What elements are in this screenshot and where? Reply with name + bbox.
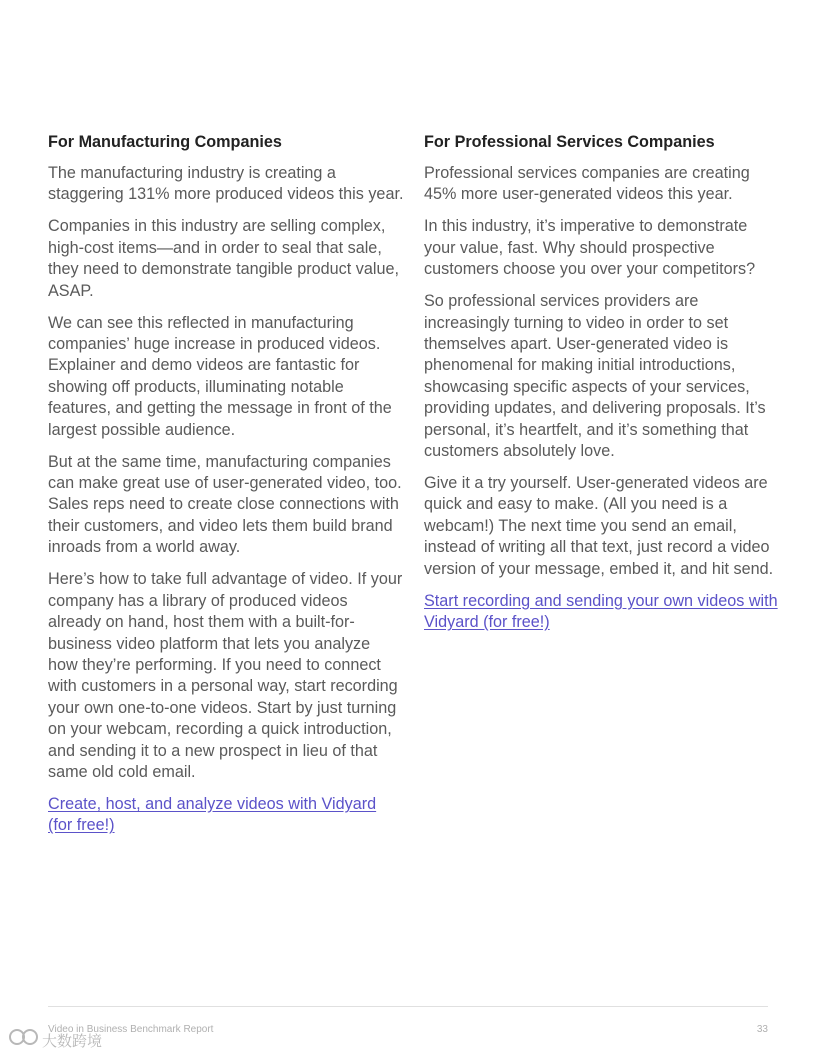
professional-services-heading: For Professional Services Companies bbox=[424, 133, 715, 151]
manufacturing-paragraph: The manufacturing industry is creating a staggering 131% more produced videos this year. bbox=[48, 164, 404, 204]
footer-divider bbox=[48, 1006, 768, 1007]
watermark-text: 大数跨境 bbox=[42, 1033, 103, 1050]
professional-services-paragraph: Give it a try yourself. User-generated videos are quick and easy to make. (All you need is a webcam!) The next time you send an email, instead of writing all that text, just record a video version of your message, embed it, and hit send. bbox=[424, 474, 774, 578]
footer-page-number: 33 bbox=[756, 1024, 768, 1035]
manufacturing-heading: For Manufacturing Companies bbox=[48, 133, 282, 151]
manufacturing-paragraph: Companies in this industry are selling complex, high-cost items—and in order to seal that sale, they need to demonstrate tangible product value, ASAP. bbox=[48, 217, 399, 300]
professional-services-paragraph: So professional services providers are increasingly turning to video in order to set themselves apart. User-generated video is phenomenal for making initial introductions, showcasing specific aspects of your services, providing updates, and delivering proposals. It’s personal, it’s heartfelt, and it’s something that customers absolutely love. bbox=[424, 292, 766, 461]
footer-report-title: Video in Business Benchmark Report bbox=[48, 1024, 214, 1035]
professional-services-paragraph: In this industry, it’s imperative to demonstrate your value, fast. Why should prospective customers choose you over your competitors? bbox=[424, 217, 756, 279]
vidyard-start-recording-link[interactable]: Start recording and sending your own videos with Vidyard (for free!) bbox=[424, 591, 778, 632]
manufacturing-paragraph: But at the same time, manufacturing companies can make great use of user-generated video, too. Sales reps need to create close connections with their customers, and video lets them build brand inroads from a world away. bbox=[48, 452, 402, 557]
vidyard-create-host-analyze-link[interactable]: Create, host, and analyze videos with Vidyard (for free!) bbox=[48, 794, 377, 835]
professional-services-section bbox=[424, 131, 780, 634]
professional-services-paragraph: Professional services companies are creating 45% more user-generated videos this year. bbox=[424, 164, 750, 204]
manufacturing-section bbox=[48, 131, 404, 837]
manufacturing-paragraph: We can see this reflected in manufacturing companies’ huge increase in produced videos. Explainer and demo videos are fantastic for showing off products, illuminating notable features, and getting the message in front of the largest possible audience. bbox=[48, 313, 392, 439]
manufacturing-paragraph: Here’s how to take full advantage of video. If your company has a library of produced videos already on hand, host them with a built-for-business video platform that lets you analyze how they’re performing. If you need to connect with customers in a personal way, start recording your own one-to-one videos. Start by just turning on your webcam, recording a quick introduction, and sending it to a new prospect in lieu of that same old cold email. bbox=[48, 570, 403, 781]
